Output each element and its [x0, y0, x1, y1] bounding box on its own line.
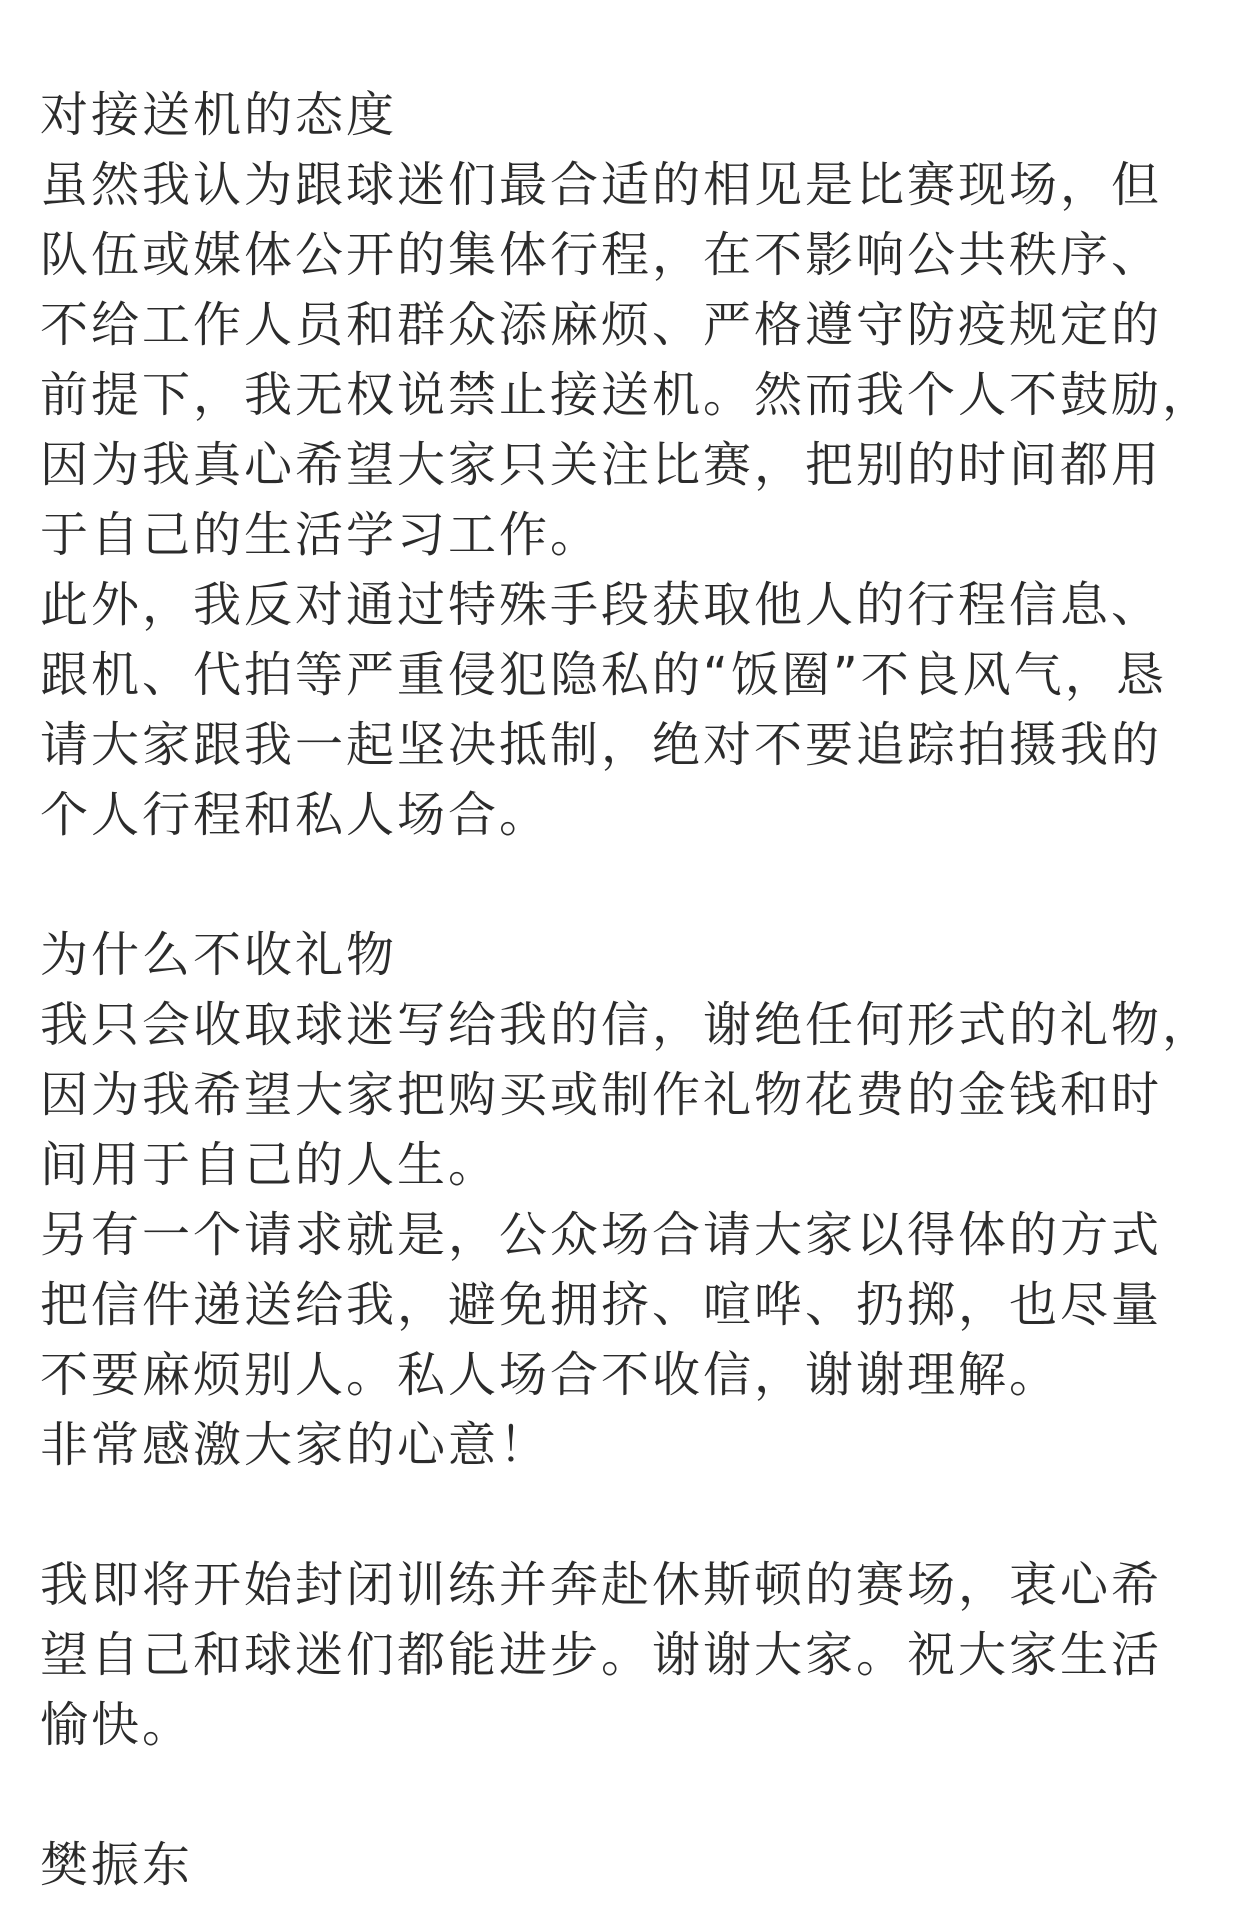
paragraph-line: 非常感激大家的心意！: [40, 1417, 551, 1473]
paragraph-line: 愉快。: [40, 1697, 194, 1753]
paragraph-line: 跟机、代拍等严重侵犯隐私的“饭圈”不良风气，恳: [40, 647, 1167, 703]
heading-airport-pickup: 对接送机的态度: [40, 87, 398, 143]
heading-no-gifts: 为什么不收礼物: [40, 927, 398, 983]
paragraph-line: 个人行程和私人场合。: [40, 787, 551, 843]
paragraph-line: 队伍或媒体公开的集体行程，在不影响公共秩序、: [40, 227, 1163, 283]
statement-text: [40, 80, 1220, 1900]
author-signature: 樊振东: [40, 1837, 194, 1893]
paragraph-gap: [40, 1760, 1220, 1830]
paragraph-line: 不要麻烦别人。私人场合不收信，谢谢理解。: [40, 1347, 1061, 1403]
paragraph-line: 另有一个请求就是，公众场合请大家以得体的方式: [40, 1207, 1163, 1263]
paragraph-line: 间用于自己的人生。: [40, 1137, 500, 1193]
paragraph-gap: [40, 1480, 1220, 1550]
paragraph-line: 因为我希望大家把购买或制作礼物花费的金钱和时: [40, 1067, 1163, 1123]
paragraph-line: 我即将开始封闭训练并奔赴休斯顿的赛场，衷心希: [40, 1557, 1163, 1613]
paragraph-line: 请大家跟我一起坚决抵制，绝对不要追踪拍摄我的: [40, 717, 1163, 773]
paragraph-line: 因为我真心希望大家只关注比赛，把别的时间都用: [40, 437, 1163, 493]
paragraph-line: 把信件递送给我，避免拥挤、喧哗、扔掷，也尽量: [40, 1277, 1163, 1333]
paragraph-line: 望自己和球迷们都能进步。谢谢大家。祝大家生活: [40, 1627, 1163, 1683]
paragraph-line: 不给工作人员和群众添麻烦、严格遵守防疫规定的: [40, 297, 1163, 353]
paragraph-line: 虽然我认为跟球迷们最合适的相见是比赛现场，但: [40, 157, 1163, 213]
paragraph-line: 于自己的生活学习工作。: [40, 507, 602, 563]
paragraph-line: 此外，我反对通过特殊手段获取他人的行程信息、: [40, 577, 1163, 633]
paragraph-gap: [40, 850, 1220, 920]
paragraph-line: 前提下，我无权说禁止接送机。然而我个人不鼓励，: [40, 367, 1214, 423]
paragraph-line: 我只会收取球迷写给我的信，谢绝任何形式的礼物，: [40, 997, 1214, 1053]
